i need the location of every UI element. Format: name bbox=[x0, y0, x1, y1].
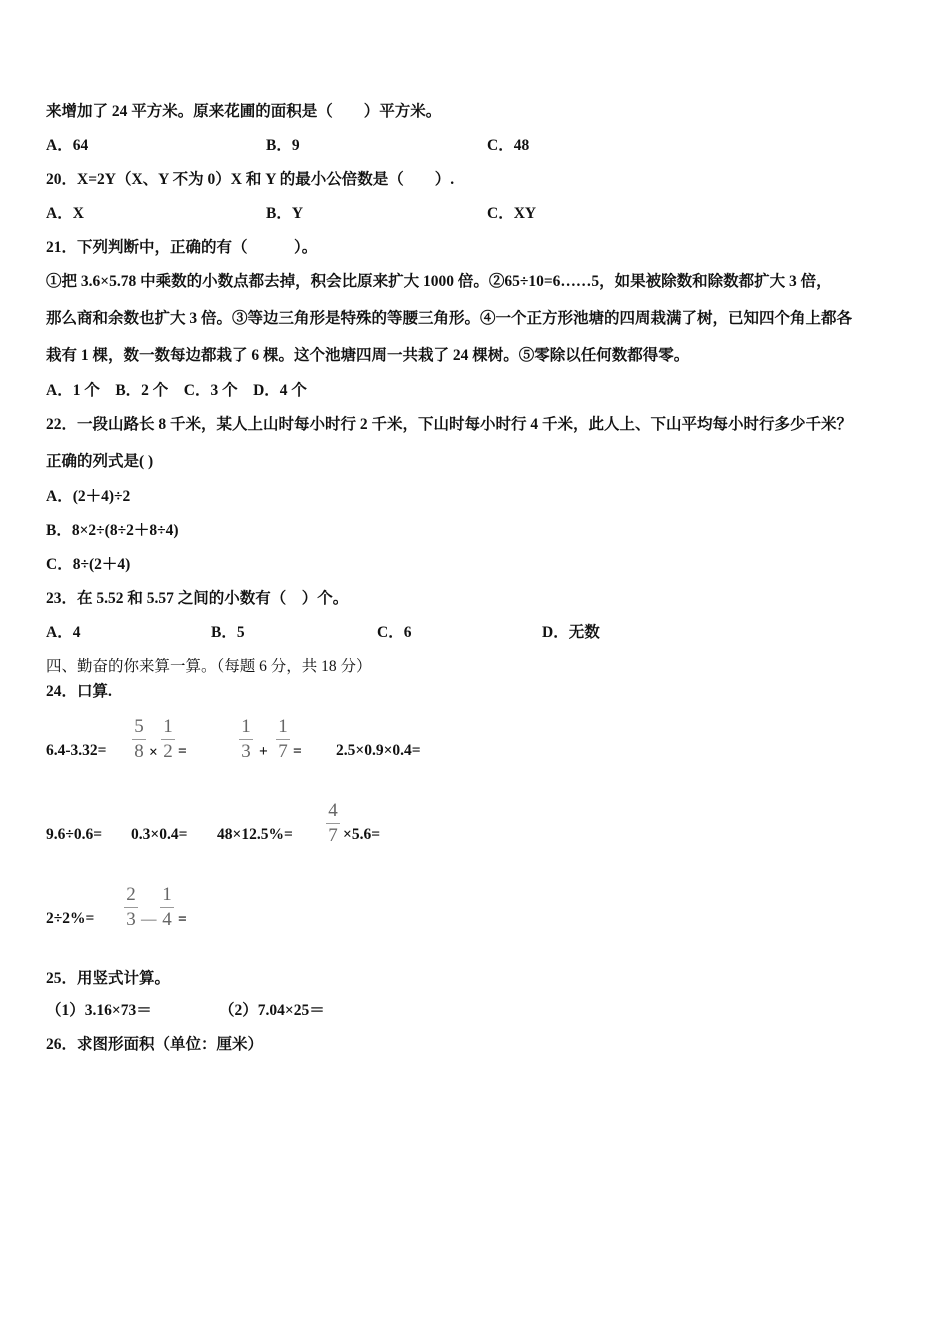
q22-option-a: A．(2＋4)÷2 bbox=[46, 488, 131, 505]
operator: + bbox=[259, 743, 268, 760]
section-heading: 四、勤奋的你来算一算。（每题 6 分，共 18 分） bbox=[46, 658, 372, 675]
q21-line-3: 栽有 1 棵，数一数每边都栽了 6 棵。这个池塘四周一共栽了 24 棵树。⑤零除以任何数都得零。 bbox=[46, 347, 690, 364]
expr-1: 6.4-3.32= bbox=[46, 742, 107, 759]
q24-stem: 24．口算. bbox=[46, 683, 112, 700]
denominator: 4 bbox=[162, 909, 172, 930]
fraction bbox=[276, 716, 290, 763]
numerator: 1 bbox=[241, 716, 251, 737]
q23-option-b: B．5 bbox=[211, 624, 245, 641]
q25-part-2: （2）7.04×25＝ bbox=[219, 1002, 325, 1019]
q22-stem-2: 正确的列式是( ) bbox=[46, 453, 154, 470]
numerator: 4 bbox=[328, 800, 338, 821]
denominator: 7 bbox=[328, 825, 338, 846]
q20-option-b: B．Y bbox=[266, 205, 304, 222]
numerator: 1 bbox=[278, 716, 288, 737]
q21-options: A．1 个 B．2 个 C．3 个 D．4 个 bbox=[46, 382, 307, 399]
operator: — bbox=[141, 911, 157, 928]
denominator: 3 bbox=[126, 909, 136, 930]
fraction bbox=[326, 800, 340, 847]
q22-option-c: C．8÷(2＋4) bbox=[46, 556, 131, 573]
q25-part-1: （1）3.16×73＝ bbox=[46, 1002, 152, 1019]
q22-stem: 22．一段山路长 8 千米，某人上山时每小时行 2 千米，下山时每小时行 4 千米，此人上、下山平均每小时行多少千米？ bbox=[46, 416, 853, 433]
q19-option-a: A．64 bbox=[46, 137, 89, 154]
q23-option-d: D．无数 bbox=[542, 624, 600, 641]
expr-5: 9.6÷0.6= bbox=[46, 826, 103, 843]
denominator: 3 bbox=[241, 741, 251, 762]
expr-9: 2÷2%= bbox=[46, 910, 95, 927]
q21-line-1: ①把 3.6×5.78 中乘数的小数点都去掉，积会比原来扩大 1000 倍。②65÷10=6……5，如果被除数和除数都扩大 3 倍， bbox=[46, 273, 832, 290]
q20-option-c: C．XY bbox=[487, 205, 537, 222]
expr-4: 2.5×0.9×0.4= bbox=[336, 742, 421, 759]
numerator: 1 bbox=[163, 716, 173, 737]
denominator: 8 bbox=[134, 741, 144, 762]
operator: × bbox=[149, 744, 158, 761]
denominator: 7 bbox=[278, 741, 288, 762]
expr-6: 0.3×0.4= bbox=[131, 826, 188, 843]
q25-stem: 25．用竖式计算。 bbox=[46, 970, 171, 987]
q19-option-c: C．48 bbox=[487, 137, 530, 154]
fraction bbox=[132, 716, 146, 763]
equals: = bbox=[178, 743, 187, 760]
q26-stem: 26．求图形面积（单位：厘米） bbox=[46, 1036, 264, 1053]
expr-8-tail: ×5.6= bbox=[343, 826, 381, 843]
denominator: 2 bbox=[163, 741, 173, 762]
fraction bbox=[124, 884, 138, 931]
expr-7: 48×12.5%= bbox=[217, 826, 293, 843]
numerator: 1 bbox=[162, 884, 172, 905]
fraction bbox=[161, 716, 175, 763]
q23-option-c: C．6 bbox=[377, 624, 412, 641]
q23-option-a: A．4 bbox=[46, 624, 81, 641]
fraction bbox=[239, 716, 253, 763]
q23-stem: 23．在 5.52 和 5.57 之间的小数有（ ）个。 bbox=[46, 590, 349, 607]
numerator: 2 bbox=[126, 884, 136, 905]
q20-stem: 20．X=2Y（X、Y 不为 0）X 和 Y 的最小公倍数是（ ）. bbox=[46, 171, 455, 188]
fraction bbox=[160, 884, 174, 931]
equals: = bbox=[293, 743, 302, 760]
numerator: 5 bbox=[134, 716, 144, 737]
q20-option-a: A．X bbox=[46, 205, 84, 222]
q22-option-b: B．8×2÷(8÷2＋8÷4) bbox=[46, 522, 179, 539]
q19-option-b: B．9 bbox=[266, 137, 300, 154]
q19-continuation: 来增加了 24 平方米。原来花圃的面积是（ ）平方米。 bbox=[46, 103, 442, 120]
q21-line-2: 那么商和余数也扩大 3 倍。③等边三角形是特殊的等腰三角形。④一个正方形池塘的四周栽满了树，已知四个角上都各 bbox=[46, 310, 853, 327]
equals: = bbox=[178, 911, 187, 928]
q21-stem: 21．下列判断中，正确的有（ ）。 bbox=[46, 239, 318, 256]
